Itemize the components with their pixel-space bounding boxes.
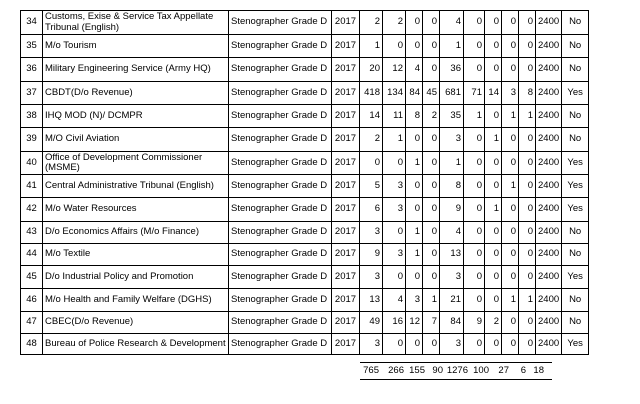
- count-cell: 84: [440, 312, 464, 334]
- count-cell: 1: [519, 105, 536, 128]
- count-cell: 0: [423, 175, 440, 198]
- count-cell: 0: [383, 266, 406, 289]
- count-cell: 1: [406, 244, 423, 266]
- post-cell: Stenographer Grade D: [229, 58, 332, 82]
- serial-number-cell: 35: [21, 35, 43, 58]
- count-cell: 2: [383, 11, 406, 35]
- year-cell: 2017: [332, 222, 360, 244]
- count-cell: 0: [485, 289, 502, 312]
- count-cell: 0: [485, 244, 502, 266]
- count-cell: 0: [406, 11, 423, 35]
- count-cell: 0: [519, 334, 536, 355]
- count-cell: 3: [383, 175, 406, 198]
- flag-cell: No: [562, 11, 589, 35]
- count-cell: 1: [502, 175, 519, 198]
- flag-cell: Yes: [562, 266, 589, 289]
- flag-cell: No: [562, 312, 589, 334]
- pay-cell: 2400: [536, 82, 562, 105]
- serial-number-cell: 47: [21, 312, 43, 334]
- department-cell: Bureau of Police Research & Development: [43, 334, 229, 355]
- post-cell: Stenographer Grade D: [229, 312, 332, 334]
- pay-cell: 2400: [536, 222, 562, 244]
- count-cell: 12: [383, 58, 406, 82]
- pay-cell: 2400: [536, 312, 562, 334]
- serial-number-cell: 44: [21, 244, 43, 266]
- year-cell: 2017: [332, 175, 360, 198]
- serial-number-cell: 34: [21, 11, 43, 35]
- count-cell: 3: [383, 198, 406, 222]
- post-cell: Stenographer Grade D: [229, 244, 332, 266]
- count-cell: 0: [423, 11, 440, 35]
- pay-cell: 2400: [536, 35, 562, 58]
- table-row: [21, 334, 589, 355]
- count-cell: 1: [485, 128, 502, 152]
- table-row: [21, 35, 589, 58]
- count-cell: 36: [440, 58, 464, 82]
- count-cell: 0: [464, 35, 485, 58]
- flag-cell: No: [562, 105, 589, 128]
- post-cell: Stenographer Grade D: [229, 11, 332, 35]
- count-cell: 0: [502, 312, 519, 334]
- year-cell: 2017: [332, 105, 360, 128]
- count-cell: 4: [440, 11, 464, 35]
- serial-number-cell: 41: [21, 175, 43, 198]
- count-cell: 0: [485, 175, 502, 198]
- count-cell: 20: [360, 58, 383, 82]
- pay-cell: 2400: [536, 175, 562, 198]
- serial-number-cell: 46: [21, 289, 43, 312]
- year-cell: 2017: [332, 128, 360, 152]
- totals-bottom-rule: [360, 379, 552, 380]
- count-cell: 7: [423, 312, 440, 334]
- total-value: 155: [409, 365, 425, 376]
- count-cell: 2: [485, 312, 502, 334]
- count-cell: 0: [519, 152, 536, 175]
- totals-top-rule: [360, 362, 552, 363]
- year-cell: 2017: [332, 312, 360, 334]
- count-cell: 1: [440, 152, 464, 175]
- department-cell: CBEC(D/o Revenue): [43, 312, 229, 334]
- pay-cell: 2400: [536, 152, 562, 175]
- count-cell: 0: [502, 11, 519, 35]
- count-cell: 0: [464, 334, 485, 355]
- flag-cell: No: [562, 244, 589, 266]
- count-cell: 16: [383, 312, 406, 334]
- count-cell: 3: [383, 244, 406, 266]
- vacancy-table: [20, 10, 589, 355]
- count-cell: 0: [360, 152, 383, 175]
- count-cell: 0: [464, 175, 485, 198]
- count-cell: 9: [464, 312, 485, 334]
- count-cell: 1: [502, 105, 519, 128]
- post-cell: Stenographer Grade D: [229, 128, 332, 152]
- count-cell: 3: [360, 334, 383, 355]
- count-cell: 3: [440, 334, 464, 355]
- serial-number-cell: 37: [21, 82, 43, 105]
- serial-number-cell: 42: [21, 198, 43, 222]
- count-cell: 14: [360, 105, 383, 128]
- table-row: [21, 128, 589, 152]
- post-cell: Stenographer Grade D: [229, 105, 332, 128]
- count-cell: 0: [464, 58, 485, 82]
- count-cell: 1: [502, 289, 519, 312]
- serial-number-cell: 43: [21, 222, 43, 244]
- flag-cell: No: [562, 222, 589, 244]
- flag-cell: Yes: [562, 82, 589, 105]
- department-cell: M/o Textile: [43, 244, 229, 266]
- department-cell: M/o Tourism: [43, 35, 229, 58]
- count-cell: 0: [423, 152, 440, 175]
- total-value: 90: [432, 365, 443, 376]
- flag-cell: Yes: [562, 198, 589, 222]
- count-cell: 0: [464, 198, 485, 222]
- table-row: [21, 244, 589, 266]
- count-cell: 0: [502, 58, 519, 82]
- flag-cell: Yes: [562, 152, 589, 175]
- year-cell: 2017: [332, 334, 360, 355]
- count-cell: 3: [360, 266, 383, 289]
- vacancy-table-sheet: [20, 10, 589, 355]
- count-cell: 2: [360, 11, 383, 35]
- count-cell: 0: [383, 222, 406, 244]
- count-cell: 0: [406, 35, 423, 58]
- pay-cell: 2400: [536, 289, 562, 312]
- year-cell: 2017: [332, 198, 360, 222]
- pay-cell: 2400: [536, 58, 562, 82]
- table-row: [21, 198, 589, 222]
- year-cell: 2017: [332, 82, 360, 105]
- count-cell: 2: [360, 128, 383, 152]
- count-cell: 12: [406, 312, 423, 334]
- count-cell: 0: [485, 11, 502, 35]
- count-cell: 0: [383, 35, 406, 58]
- table-row: [21, 222, 589, 244]
- count-cell: 45: [423, 82, 440, 105]
- count-cell: 0: [423, 58, 440, 82]
- serial-number-cell: 48: [21, 334, 43, 355]
- count-cell: 0: [519, 35, 536, 58]
- department-cell: D/o Economics Affairs (M/o Finance): [43, 222, 229, 244]
- count-cell: 0: [406, 128, 423, 152]
- count-cell: 1: [519, 289, 536, 312]
- count-cell: 1: [423, 289, 440, 312]
- count-cell: 13: [360, 289, 383, 312]
- count-cell: 8: [440, 175, 464, 198]
- count-cell: 9: [440, 198, 464, 222]
- post-cell: Stenographer Grade D: [229, 175, 332, 198]
- count-cell: 0: [423, 35, 440, 58]
- count-cell: 49: [360, 312, 383, 334]
- count-cell: 3: [440, 128, 464, 152]
- department-cell: M/o Water Resources: [43, 198, 229, 222]
- count-cell: 0: [423, 266, 440, 289]
- count-cell: 8: [519, 82, 536, 105]
- pay-cell: 2400: [536, 334, 562, 355]
- count-cell: 1: [406, 222, 423, 244]
- department-cell: Military Engineering Service (Army HQ): [43, 58, 229, 82]
- total-value: 1276: [446, 365, 468, 376]
- count-cell: 0: [464, 289, 485, 312]
- count-cell: 0: [519, 11, 536, 35]
- count-cell: 0: [485, 152, 502, 175]
- table-row: [21, 105, 589, 128]
- count-cell: 0: [406, 175, 423, 198]
- count-cell: 0: [502, 266, 519, 289]
- count-cell: 0: [485, 58, 502, 82]
- pay-cell: 2400: [536, 128, 562, 152]
- count-cell: 0: [406, 198, 423, 222]
- flag-cell: Yes: [562, 334, 589, 355]
- count-cell: 134: [383, 82, 406, 105]
- count-cell: 35: [440, 105, 464, 128]
- year-cell: 2017: [332, 11, 360, 35]
- count-cell: 14: [485, 82, 502, 105]
- count-cell: 0: [464, 244, 485, 266]
- count-cell: 0: [502, 222, 519, 244]
- count-cell: 0: [464, 266, 485, 289]
- count-cell: 0: [423, 128, 440, 152]
- count-cell: 8: [406, 105, 423, 128]
- count-cell: 71: [464, 82, 485, 105]
- total-value: 18: [533, 365, 544, 376]
- count-cell: 0: [519, 222, 536, 244]
- table-row: [21, 289, 589, 312]
- department-cell: Office of Development Commissioner (MSME): [43, 152, 229, 175]
- total-value: 27: [498, 365, 509, 376]
- count-cell: 0: [485, 35, 502, 58]
- post-cell: Stenographer Grade D: [229, 82, 332, 105]
- count-cell: 0: [502, 35, 519, 58]
- serial-number-cell: 40: [21, 152, 43, 175]
- count-cell: 0: [464, 222, 485, 244]
- count-cell: 13: [440, 244, 464, 266]
- count-cell: 1: [406, 152, 423, 175]
- total-value: 100: [473, 365, 489, 376]
- count-cell: 21: [440, 289, 464, 312]
- count-cell: 0: [519, 266, 536, 289]
- department-cell: CBDT(D/o Revenue): [43, 82, 229, 105]
- total-value: 6: [520, 365, 526, 376]
- post-cell: Stenographer Grade D: [229, 152, 332, 175]
- year-cell: 2017: [332, 35, 360, 58]
- department-cell: Central Administrative Tribunal (English): [43, 175, 229, 198]
- post-cell: Stenographer Grade D: [229, 222, 332, 244]
- count-cell: 5: [360, 175, 383, 198]
- count-cell: 9: [360, 244, 383, 266]
- count-cell: 0: [519, 198, 536, 222]
- table-row: [21, 312, 589, 334]
- count-cell: 0: [383, 152, 406, 175]
- count-cell: 3: [502, 82, 519, 105]
- pay-cell: 2400: [536, 266, 562, 289]
- department-cell: M/O Civil Aviation: [43, 128, 229, 152]
- count-cell: 3: [406, 289, 423, 312]
- count-cell: 0: [485, 334, 502, 355]
- count-cell: 0: [502, 198, 519, 222]
- year-cell: 2017: [332, 266, 360, 289]
- count-cell: 0: [485, 105, 502, 128]
- department-cell: M/o Health and Family Welfare (DGHS): [43, 289, 229, 312]
- count-cell: 4: [406, 58, 423, 82]
- flag-cell: No: [562, 289, 589, 312]
- count-cell: 418: [360, 82, 383, 105]
- post-cell: Stenographer Grade D: [229, 334, 332, 355]
- count-cell: 11: [383, 105, 406, 128]
- table-row: [21, 58, 589, 82]
- count-cell: 4: [440, 222, 464, 244]
- total-value: 765: [363, 365, 379, 376]
- count-cell: 0: [519, 128, 536, 152]
- count-cell: 0: [423, 222, 440, 244]
- count-cell: 6: [360, 198, 383, 222]
- department-cell: Customs, Exise & Service Tax Appellate Tribunal (English): [43, 11, 229, 35]
- flag-cell: No: [562, 128, 589, 152]
- pay-cell: 2400: [536, 244, 562, 266]
- table-body: [21, 11, 589, 355]
- serial-number-cell: 38: [21, 105, 43, 128]
- count-cell: 681: [440, 82, 464, 105]
- count-cell: 0: [406, 266, 423, 289]
- count-cell: 4: [383, 289, 406, 312]
- post-cell: Stenographer Grade D: [229, 289, 332, 312]
- year-cell: 2017: [332, 152, 360, 175]
- count-cell: 0: [519, 312, 536, 334]
- count-cell: 0: [423, 334, 440, 355]
- pay-cell: 2400: [536, 198, 562, 222]
- count-cell: 0: [464, 11, 485, 35]
- table-row: [21, 152, 589, 175]
- count-cell: 0: [464, 152, 485, 175]
- count-cell: 1: [440, 35, 464, 58]
- serial-number-cell: 45: [21, 266, 43, 289]
- count-cell: 0: [519, 244, 536, 266]
- serial-number-cell: 36: [21, 58, 43, 82]
- pay-cell: 2400: [536, 105, 562, 128]
- count-cell: 0: [502, 334, 519, 355]
- count-cell: 0: [406, 334, 423, 355]
- post-cell: Stenographer Grade D: [229, 198, 332, 222]
- pay-cell: 2400: [536, 11, 562, 35]
- count-cell: 3: [440, 266, 464, 289]
- table-row: [21, 82, 589, 105]
- table-row: [21, 175, 589, 198]
- table-row: [21, 266, 589, 289]
- department-cell: D/o Industrial Policy and Promotion: [43, 266, 229, 289]
- flag-cell: No: [562, 35, 589, 58]
- year-cell: 2017: [332, 244, 360, 266]
- count-cell: 1: [360, 35, 383, 58]
- count-cell: 1: [464, 105, 485, 128]
- count-cell: 0: [502, 244, 519, 266]
- year-cell: 2017: [332, 289, 360, 312]
- total-value: 266: [388, 365, 404, 376]
- count-cell: 1: [485, 198, 502, 222]
- count-cell: 0: [464, 128, 485, 152]
- serial-number-cell: 39: [21, 128, 43, 152]
- count-cell: 0: [502, 128, 519, 152]
- count-cell: 0: [423, 244, 440, 266]
- count-cell: 0: [485, 266, 502, 289]
- count-cell: 84: [406, 82, 423, 105]
- flag-cell: Yes: [562, 175, 589, 198]
- count-cell: 0: [502, 152, 519, 175]
- table-row: [21, 11, 589, 35]
- count-cell: 3: [360, 222, 383, 244]
- post-cell: Stenographer Grade D: [229, 35, 332, 58]
- department-cell: IHQ MOD (N)/ DCMPR: [43, 105, 229, 128]
- post-cell: Stenographer Grade D: [229, 266, 332, 289]
- count-cell: 1: [383, 128, 406, 152]
- count-cell: 0: [383, 334, 406, 355]
- flag-cell: No: [562, 58, 589, 82]
- count-cell: 0: [485, 222, 502, 244]
- count-cell: 0: [519, 58, 536, 82]
- count-cell: 0: [519, 175, 536, 198]
- year-cell: 2017: [332, 58, 360, 82]
- count-cell: 0: [423, 198, 440, 222]
- count-cell: 2: [423, 105, 440, 128]
